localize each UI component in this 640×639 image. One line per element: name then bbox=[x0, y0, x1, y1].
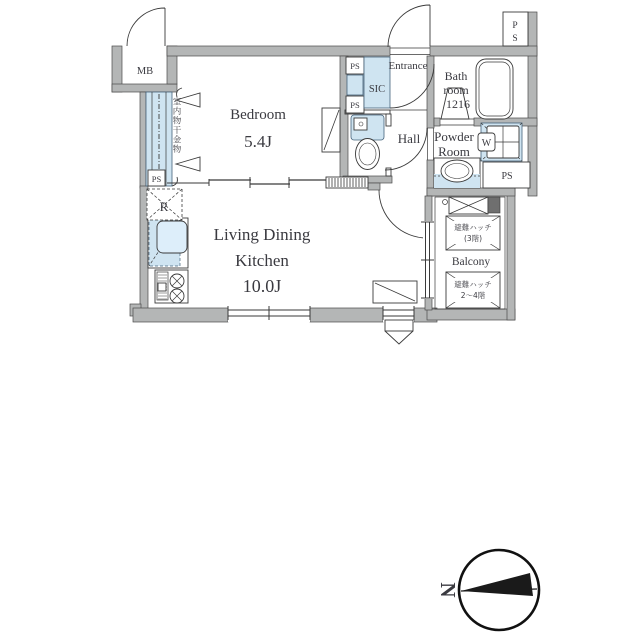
hall-label: Hall bbox=[397, 131, 421, 146]
hatch-lower-floor: 2〜4階 bbox=[460, 291, 486, 300]
powder-label-1: Powder bbox=[434, 129, 474, 144]
balcony-label: Balcony bbox=[451, 256, 491, 268]
ldk-size-label: 10.0J bbox=[242, 276, 282, 296]
fridge-label: R bbox=[159, 199, 169, 214]
mb-label: MB bbox=[136, 66, 154, 77]
compass-north-label: N bbox=[436, 582, 460, 598]
washer-label: W bbox=[481, 138, 492, 149]
ldk-label-1: Living Dining bbox=[213, 225, 311, 244]
bathroom-label-2: room bbox=[443, 83, 469, 97]
sic-label: SIC bbox=[368, 84, 386, 95]
entrance-sill bbox=[390, 48, 430, 55]
bedroom-size-label: 5.4J bbox=[244, 132, 272, 151]
hatch-upper-label: 避難ハッチ bbox=[454, 223, 492, 232]
bedroom-ac-unit bbox=[322, 108, 340, 152]
ps-sic-bottom-label: PS bbox=[350, 100, 360, 110]
sliding-partition bbox=[167, 177, 368, 188]
entrance-door-arc bbox=[388, 5, 430, 47]
ldk-label-2: Kitchen bbox=[235, 251, 289, 270]
wash-basin bbox=[434, 158, 480, 188]
compass bbox=[459, 550, 539, 630]
ldk-south-window bbox=[228, 306, 310, 322]
drying-hook-top bbox=[177, 88, 182, 97]
toilet bbox=[351, 115, 384, 170]
indoor-drying-label: 室内物干金物 bbox=[172, 97, 182, 154]
hatch-upper-floor: (3階) bbox=[463, 234, 483, 243]
ldk-door-arc bbox=[379, 190, 427, 238]
evacuation-hatch-upper bbox=[446, 216, 500, 250]
kitchen-sink bbox=[157, 221, 187, 253]
bathroom-label-1: Bath bbox=[444, 69, 468, 83]
balcony-sliding-door bbox=[421, 221, 434, 299]
ldk-south-window-2 bbox=[383, 306, 414, 344]
bath-door-threshold bbox=[440, 119, 474, 125]
ps-top-right-s: S bbox=[512, 34, 518, 44]
ps-sic-top-label: PS bbox=[350, 61, 360, 71]
powder-door-threshold bbox=[428, 128, 434, 160]
ps-powder-label: PS bbox=[501, 171, 513, 182]
bathroom-label-3: 1216 bbox=[446, 97, 470, 111]
sic-closet bbox=[364, 57, 390, 108]
evacuation-hatch-lower bbox=[446, 272, 500, 308]
ps-bedroom-label: PS bbox=[151, 174, 162, 184]
entrance-label: Entrance bbox=[388, 60, 428, 72]
powder-label-2: Room bbox=[438, 144, 470, 159]
ldk-ac-unit bbox=[373, 281, 417, 303]
kitchen-counter bbox=[148, 218, 188, 268]
stove bbox=[155, 270, 188, 303]
outdoor-unit-space bbox=[443, 197, 501, 214]
hatch-lower-label: 避難ハッチ bbox=[454, 280, 492, 289]
mb-door-arc bbox=[127, 8, 165, 46]
compass-north bbox=[436, 582, 460, 597]
bedroom-label: Bedroom bbox=[230, 107, 286, 123]
ps-top-right-p: P bbox=[512, 21, 518, 31]
bathtub bbox=[476, 59, 513, 119]
